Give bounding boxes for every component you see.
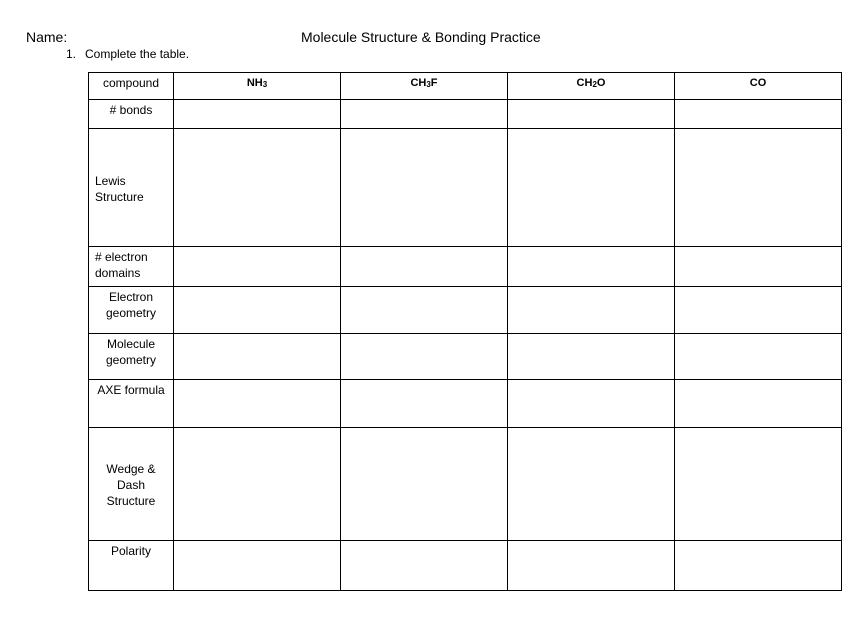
answer-cell[interactable] (341, 541, 508, 591)
answer-cell[interactable] (675, 380, 842, 428)
answer-cell[interactable] (174, 334, 341, 380)
answer-cell[interactable] (341, 100, 508, 129)
answer-cell[interactable] (341, 334, 508, 380)
name-label: Name: (26, 29, 68, 45)
answer-cell[interactable] (341, 247, 508, 287)
compound-header: CO (675, 73, 842, 100)
table-row (89, 428, 842, 541)
row-label: Wedge & Dash Structure (89, 428, 174, 541)
answer-cell[interactable] (675, 100, 842, 129)
corner-label: compound (89, 73, 174, 100)
row-label: # bonds (89, 100, 174, 129)
answer-cell[interactable] (174, 100, 341, 129)
answer-cell[interactable] (675, 334, 842, 380)
row-label: AXE formula (89, 380, 174, 428)
table-row (89, 541, 842, 591)
answer-cell[interactable] (675, 247, 842, 287)
table-row (89, 380, 842, 428)
answer-cell[interactable] (508, 287, 675, 334)
answer-cell[interactable] (341, 428, 508, 541)
answer-cell[interactable] (174, 541, 341, 591)
answer-cell[interactable] (174, 247, 341, 287)
answer-cell[interactable] (341, 287, 508, 334)
answer-cell[interactable] (174, 287, 341, 334)
row-label: Electron geometry (89, 287, 174, 334)
row-label: Molecule geometry (89, 334, 174, 380)
table-row (89, 100, 842, 129)
compound-header: $CH_2O$ (508, 73, 675, 100)
row-label: Lewis Structure (89, 129, 174, 247)
answer-cell[interactable] (508, 100, 675, 129)
answer-cell[interactable] (508, 428, 675, 541)
table-row (89, 287, 842, 334)
instruction-number: 1. (66, 47, 77, 61)
instruction-text: Complete the table. (85, 47, 190, 61)
page-title: Molecule Structure & Bonding Practice (301, 29, 541, 45)
answer-cell[interactable] (675, 129, 842, 247)
answer-cell[interactable] (508, 247, 675, 287)
answer-cell[interactable] (174, 428, 341, 541)
answer-cell[interactable] (508, 334, 675, 380)
compound-header: $CH_3F$ (341, 73, 508, 100)
header-row (89, 73, 842, 100)
answer-cell[interactable] (675, 541, 842, 591)
answer-cell[interactable] (174, 380, 341, 428)
row-label: # electron domains (89, 247, 174, 287)
practice-table (88, 72, 842, 591)
instruction (66, 47, 189, 61)
row-label: Polarity (89, 541, 174, 591)
answer-cell[interactable] (508, 380, 675, 428)
answer-cell[interactable] (174, 129, 341, 247)
compound-header: $NH_3$ (174, 73, 341, 100)
table-row (89, 334, 842, 380)
table-row (89, 129, 842, 247)
answer-cell[interactable] (341, 129, 508, 247)
answer-cell[interactable] (508, 541, 675, 591)
answer-cell[interactable] (341, 380, 508, 428)
answer-cell[interactable] (675, 287, 842, 334)
answer-cell[interactable] (508, 129, 675, 247)
table-row (89, 247, 842, 287)
answer-cell[interactable] (675, 428, 842, 541)
